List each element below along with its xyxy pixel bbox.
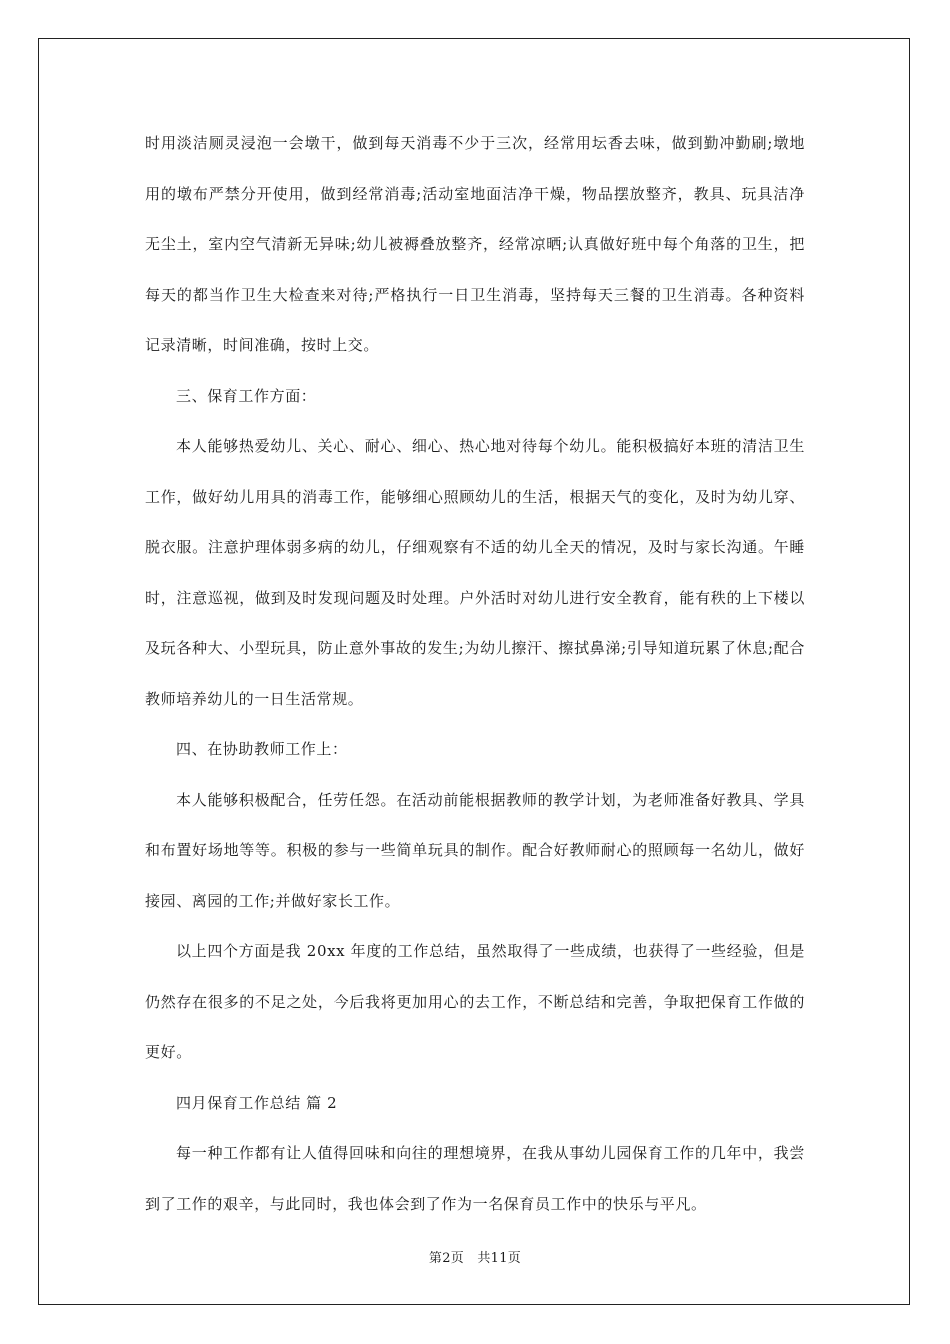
heading-article-two: 四月保育工作总结 篇 2: [176, 1093, 338, 1112]
document-body: [145, 118, 805, 1229]
paragraph-childcare: 本人能够热爱幼儿、关心、耐心、细心、热心地对待每个幼儿。能积极搞好本班的清洁卫生工作，做好幼儿用具的消毒工作，能够细心照顾幼儿的生活，根据天气的变化，及时为幼儿穿、脱衣服。注意护理体弱多病的幼儿，仔细观察有不适的幼儿全天的情况，及时与家长沟通。午睡时，注意巡视，做到及时发现问题及时处理。户外活时对幼儿进行安全教育，能有秩的上下楼以及玩各种大、小型玩具，防止意外事故的发生;为幼儿擦汗、擦拭鼻涕;引导知道玩累了休息;配合教师培养幼儿的一日生活常规。: [145, 437, 805, 708]
paragraph-assist-teacher: 本人能够积极配合，任劳任怨。在活动前能根据教师的教学计划，为老师准备好教具、学具和布置好场地等等。积极的参与一些简单玩具的制作。配合好教师耐心的照顾每一名幼儿，做好接园、离园的工作;并做好家长工作。: [145, 790, 805, 910]
heading-section-three: 三、保育工作方面：: [176, 386, 317, 405]
paragraph-summary: 以上四个方面是我 20xx 年度的工作总结，虽然取得了一些成绩，也获得了一些经验，但是仍然存在很多的不足之处，今后我将更加用心的去工作，不断总结和完善，争取把保育工作做的更好。: [145, 942, 805, 1061]
page-number-footer: 第2页 共11页: [428, 1251, 522, 1266]
paragraph-hygiene-continued: 时用淡洁厕灵浸泡一会墩干，做到每天消毒不少于三次，经常用坛香去味，做到勤冲勤刷;墩地用的墩布严禁分开使用，做到经常消毒;活动室地面洁净干燥，物品摆放整齐，教具、玩具洁净无尘土，室内空气清新无异味;幼儿被褥叠放整齐，经常凉晒;认真做好班中每个角落的卫生，把每天的都当作卫生大检查来对待;严格执行一日卫生消毒，坚持每天三餐的卫生消毒。各种资料记录清晰，时间准确，按时上交。: [145, 134, 805, 354]
heading-section-four: 四、在协助教师工作上：: [176, 740, 348, 758]
paragraph-article-two-intro: 每一种工作都有让人值得回味和向往的理想境界，在我从事幼儿园保育工作的几年中，我尝到了工作的艰辛，与此同时，我也体会到了作为一名保育员工作中的快乐与平凡。: [145, 1144, 805, 1213]
